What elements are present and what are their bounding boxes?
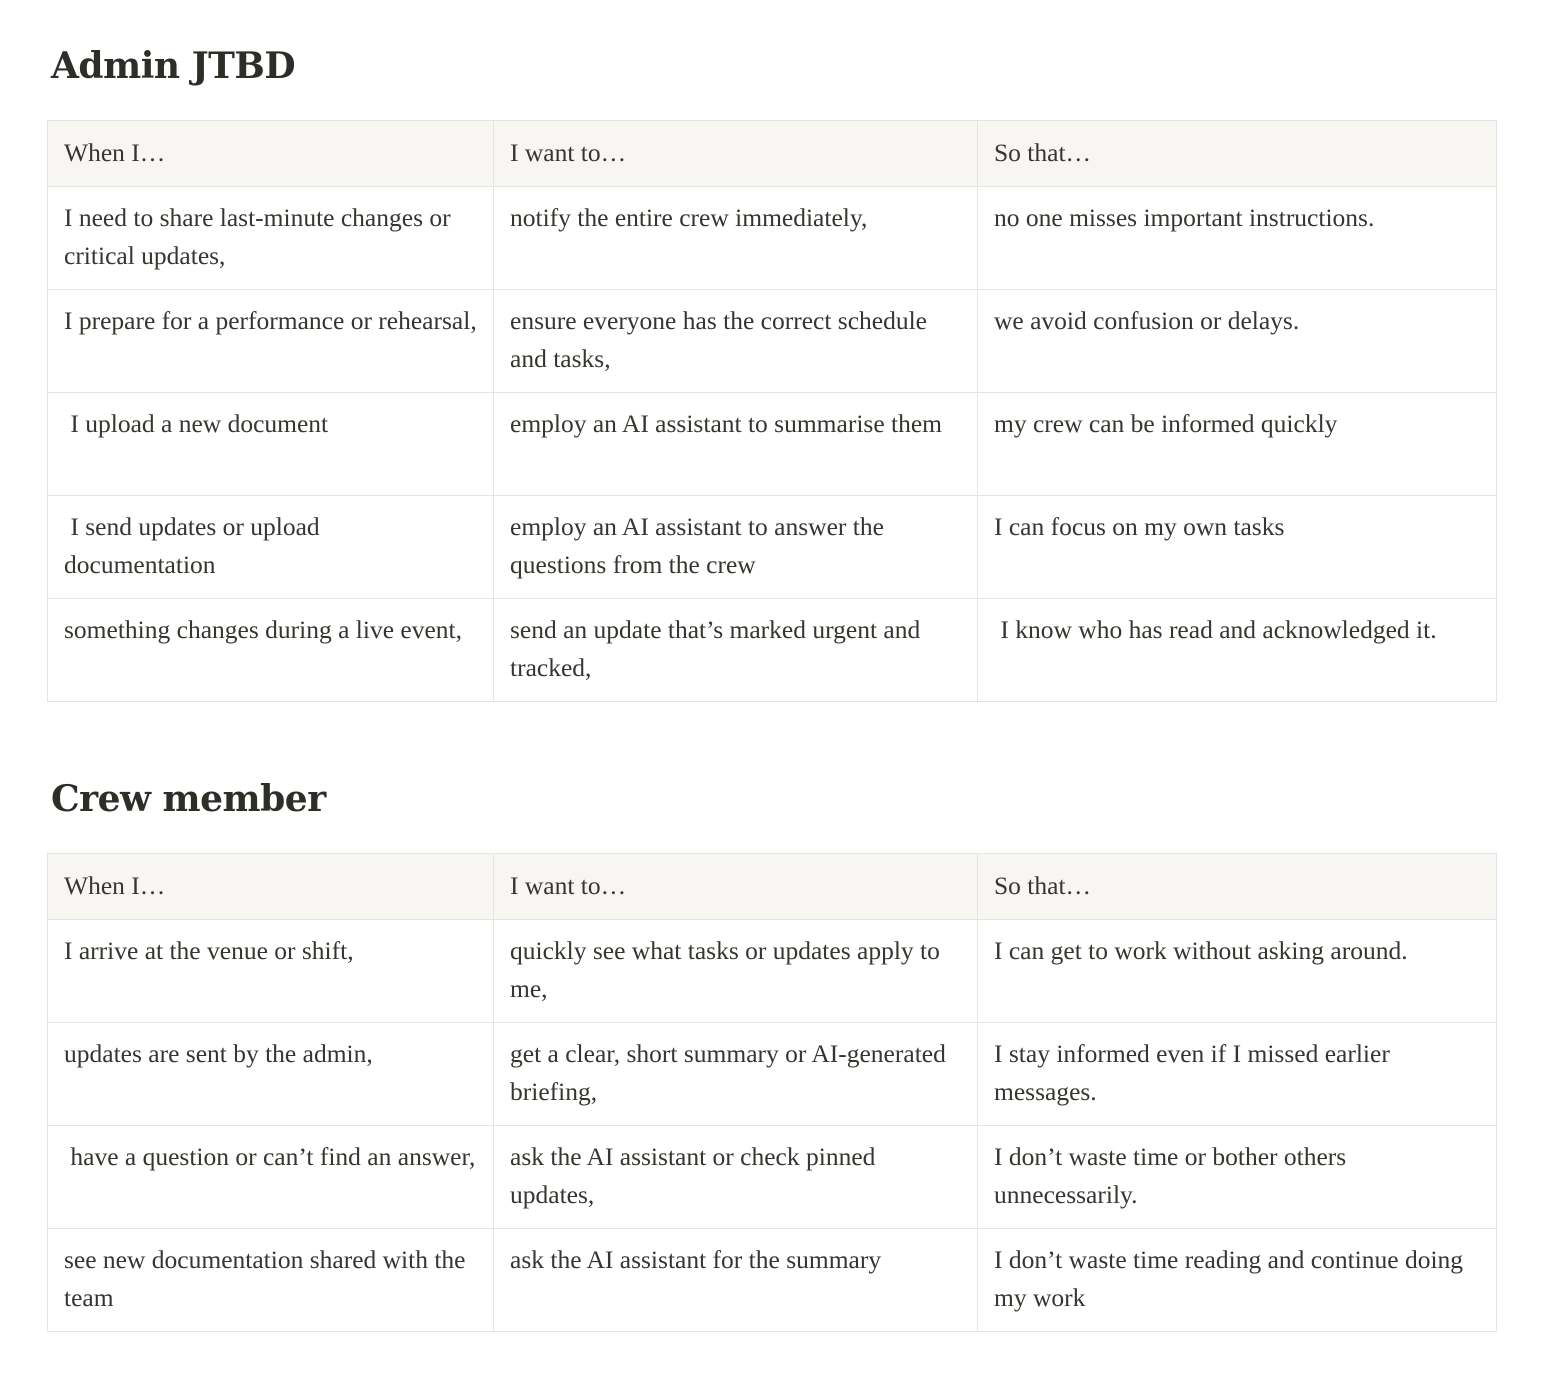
table-cell[interactable]: I don’t waste time or bother others unnecessarily. xyxy=(978,1126,1497,1229)
table-cell[interactable]: updates are sent by the admin, xyxy=(48,1023,494,1126)
table-cell[interactable]: employ an AI assistant to summarise them xyxy=(494,393,978,496)
table-cell[interactable]: notify the entire crew immediately, xyxy=(494,187,978,290)
header-when-cell[interactable]: When I… xyxy=(48,854,494,920)
table-cell[interactable]: I prepare for a performance or rehearsal, xyxy=(48,290,494,393)
table-cell[interactable]: I stay informed even if I missed earlier messages. xyxy=(978,1023,1497,1126)
table-cell[interactable]: I can get to work without asking around. xyxy=(978,920,1497,1023)
table-cell[interactable]: I arrive at the venue or shift, xyxy=(48,920,494,1023)
table-cell[interactable]: quickly see what tasks or updates apply to me, xyxy=(494,920,978,1023)
table-cell[interactable]: I need to share last-minute changes or critical updates, xyxy=(48,187,494,290)
table-cell[interactable]: see new documentation shared with the team xyxy=(48,1229,494,1332)
admin-jtbd-table xyxy=(47,120,1497,702)
header-so-that-cell[interactable]: So that… xyxy=(978,854,1497,920)
table-cell[interactable]: I send updates or upload documentation xyxy=(48,496,494,599)
table-cell[interactable]: have a question or can’t find an answer, xyxy=(48,1126,494,1229)
table-header-row xyxy=(48,121,1497,187)
table-cell[interactable]: employ an AI assistant to answer the questions from the crew xyxy=(494,496,978,599)
table-cell[interactable]: no one misses important instructions. xyxy=(978,187,1497,290)
table-row xyxy=(48,290,1497,393)
table-row xyxy=(48,1023,1497,1126)
table-cell[interactable]: ask the AI assistant or check pinned updates, xyxy=(494,1126,978,1229)
table-row xyxy=(48,1126,1497,1229)
table-row xyxy=(48,599,1497,702)
header-want-cell[interactable]: I want to… xyxy=(494,121,978,187)
table-cell[interactable]: get a clear, short summary or AI-generated briefing, xyxy=(494,1023,978,1126)
table-cell[interactable]: ensure everyone has the correct schedule and tasks, xyxy=(494,290,978,393)
admin-jtbd-section xyxy=(47,38,1496,702)
header-when-cell[interactable]: When I… xyxy=(48,121,494,187)
table-row xyxy=(48,1229,1497,1332)
header-want-cell[interactable]: I want to… xyxy=(494,854,978,920)
table-cell[interactable]: I upload a new document xyxy=(48,393,494,496)
admin-jtbd-heading: Admin JTBD xyxy=(51,45,296,87)
table-cell[interactable]: I know who has read and acknowledged it. xyxy=(978,599,1497,702)
table-header-row xyxy=(48,854,1497,920)
table-cell[interactable]: something changes during a live event, xyxy=(48,599,494,702)
table-cell[interactable]: send an update that’s marked urgent and tracked, xyxy=(494,599,978,702)
table-row xyxy=(48,496,1497,599)
table-cell[interactable]: my crew can be informed quickly xyxy=(978,393,1497,496)
table-row xyxy=(48,920,1497,1023)
crew-member-section xyxy=(47,771,1496,1332)
table-cell[interactable]: I don’t waste time reading and continue doing my work xyxy=(978,1229,1497,1332)
table-cell[interactable]: ask the AI assistant for the summary xyxy=(494,1229,978,1332)
crew-member-table xyxy=(47,853,1497,1332)
header-so-that-cell[interactable]: So that… xyxy=(978,121,1497,187)
table-cell[interactable]: I can focus on my own tasks xyxy=(978,496,1497,599)
table-row xyxy=(48,187,1497,290)
crew-member-heading: Crew member xyxy=(51,778,326,820)
table-row xyxy=(48,393,1497,496)
table-cell[interactable]: we avoid confusion or delays. xyxy=(978,290,1497,393)
